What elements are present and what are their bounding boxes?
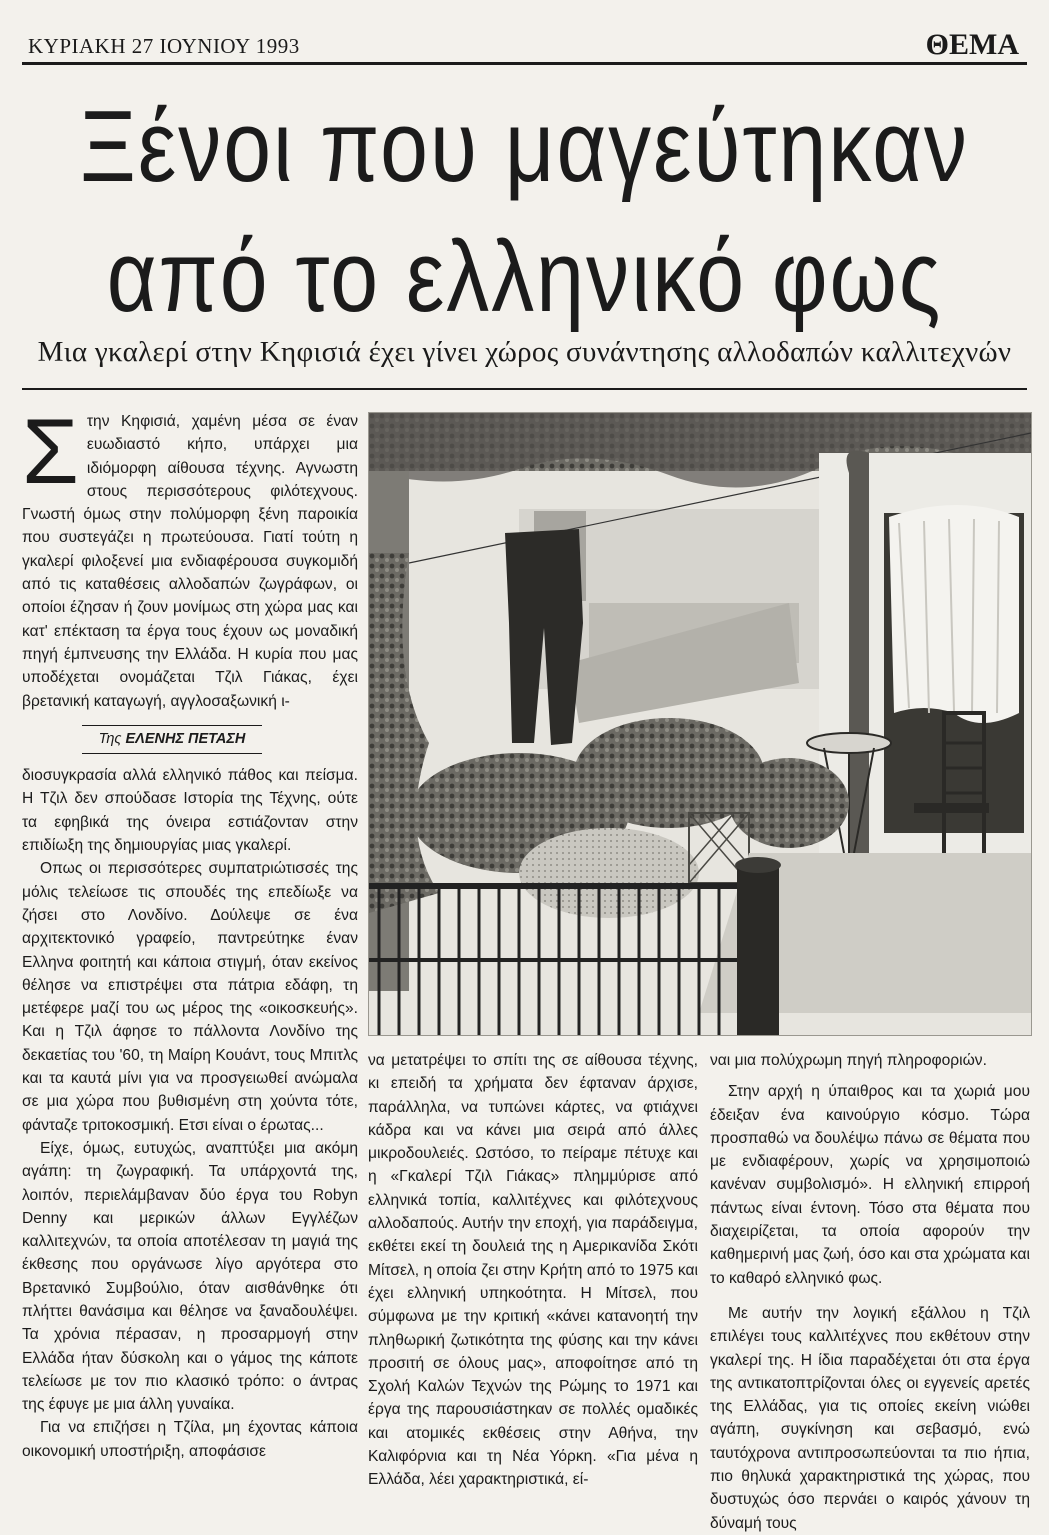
headline xyxy=(22,82,1027,342)
paragraph: διοσυγκρασία αλλά ελληνικό πάθος και πείσμα. Η Τζιλ δεν σπούδασε Ιστορία της Τέχνης, ούτε τα εφηβικά της όνειρα εστιάζονταν στην επιδίωξη της δημιουργίας μιας γκαλερί. xyxy=(22,767,358,855)
garden-photo xyxy=(368,412,1032,1036)
subheadline: Μια γκαλερί στην Κηφισιά έχει γίνει χώρος συνάντησης αλλοδαπών καλλιτεχνών xyxy=(37,336,1012,368)
byline-prefix: Της xyxy=(98,730,122,747)
paragraph: Είχε, όμως, ευτυχώς, αναπτύξει μια ακόμη αγάπη: τη ζωγραφική. Τα υπάρχοντά της, λοιπόν, περιελάμβαναν δύο έργα του Robyn Denny και μερικών άλλων Εγγλέζων καλλιτεχνών, τα οποία αποτέλεσαν τη μαγιά της έκθεσης που οργάνωσε λίγο αργότερα στο Βρετανικό Συμβούλιο, όταν αισθάνθηκε ότι πλήττει θανάσιμα και θέλησε να ξαναδουλέψει. Τα χρόνια πέρασαν, η προσαρμογή στην Ελλάδα ήταν δύσκολη και ο γάμος της κάποτε τελείωσε με τον πιο κλασικό τρόπο: ο άντρας της έφυγε με μια άλλη γυναίκα. xyxy=(22,1139,358,1414)
headline-line-2: από το ελληνικό φως xyxy=(106,220,943,334)
byline xyxy=(82,725,262,754)
article-column-2 xyxy=(368,1049,698,1492)
byline-author: ΕΛΕΝΗΣ ΠΕΤΑΣΗ xyxy=(125,730,246,747)
paragraph: ναι μια πολύχρωμη πηγή πληροφοριών. xyxy=(710,1052,987,1069)
paragraph: Για να επιζήσει η Τζίλα, μη έχοντας κάποια οικονομική υποστήριξη, αποφάσισε xyxy=(22,1419,358,1460)
drop-cap: Σ xyxy=(22,401,79,503)
paragraph: Οπως οι περισσότερες συμπατριώτισσές της μόλις τελείωσε τις σπουδές της επεδίωξε να ζήσει στο Λονδίνο. Δούλεψε σε ένα αρχιτεκτονικό γραφείο, παντρεύτηκε έναν Ελληνα φοιτητή και κάποια στιγμή, όταν εκείνος θέλησε να επιστρέψει στα πάτρια εδάφη, τη μετέφερε μαζί του ως μέρος της «οικοσκευής». Και η Τζιλ άφησε το πάλλοντα Λονδίνο της δεκαετίας του '60, τη Μαίρη Κουάντ, τους Μπιτλς και τα καυτά μίνι για να προσγειωθεί ανώμαλα σε μια χώρα που βυθισμένη στη χούντα τότε, φάνταζε τριτοκοσμική. Ετσι είναι ο έρωτας... xyxy=(22,860,358,1134)
paragraph: Με αυτήν την λογική εξάλλου η Τζιλ επιλέγει τους καλλιτέχνες που εκθέτουν στην γκαλερί της. Η ίδια παραδέχεται ότι στα έργα της αντικατοπτρίζονται όλες οι εγγενείς αρετές της Ελλάδας, για τις οποίες εκείνη νιώθει αγάπη, συγκίνηση και σεβασμό, ενώ ταυτόχρονα αντιπροσωπεύονται τα πιο ήπια, πιο θηλυκά χαρακτηριστικά της χώρας, που δυστυχώς όσο περνάει ο καιρός χάνουν τη δύναμή τους xyxy=(710,1304,1030,1532)
paragraph: να μετατρέψει το σπίτι της σε αίθουσα τέχνης, κι επειδή τα χρήματα δεν έφταναν άρχισε, παράλληλα, να τυπώνει κάρτες, να φτιάχνει κάδρα και να κάνει μια σειρά από άλλες μικροδουλειές. Ωστόσο, το πείραμε πέτυχε και η «Γκαλερί Τζιλ Γιάκας» πλημμύρισε από ελληνικά τοπία, καλλιτέχνες και φιλότεχνους αλλοδαπούς. Αυτήν την εποχή, για παράδειγμα, εκθέτει εκεί τη δουλειά της η Αμερικανίδα Σκότι Μίτσελ, η οποία ζει στην Κρήτη από το 1975 και έχει ελληνική υπηκοότητα. Η Μίτσελ, που σύμφωνα με την κριτική «κάνει κατανοητή την πληθωρική ζωτικότητα της φύσης και την κάνει προσιτή σε όλους μας», αποφοίτησε από τη Σχολή Καλών Τεχνών της Ρώμης το 1971 και έργα της παρουσιάστηκαν σε πολλές ομαδικές και ατομικές εκθέσεις στην Αθήνα, την Καλιφόρνια και τη Νέα Υόρκη. «Για μένα η Ελλάδα, λέει χαρακτηριστικά, εί- xyxy=(368,1052,698,1489)
section-label: ΘΕΜΑ xyxy=(925,28,1019,61)
paragraph: Στην αρχή η ύπαιθρος και τα χωριά μου έδειξαν ένα καινούργιο κόσμο. Τώρα προσπαθώ να δουλέψω πάνω σε θέματα που με ενδιαφέρουν, χωρίς να χρησιμοποιώ κανέναν συμβολισμό». Η ελληνική επιρροή πάντως είναι έντονη. Τόσο στα θέματα που διαχειρίζεται, τα οποία αφορούν την καθημερινή μας ζωή, όσο και στα χρώματα και το καθαρό ελληνικό φως. xyxy=(710,1083,1030,1287)
headline-line-1: Ξένοι που μαγεύτηκαν xyxy=(79,90,970,204)
paragraph-text: την Κηφισιά, χαμένη μέσα σε έναν ευωδιαστό κήπο, υπάρχει μια ιδιόμορφη αίθουσα τέχνης. Αγνωστη στους περισσότερους φιλότεχνους. Γνωστή όμως στην πολύμορφη ξένη παροικία που συστεγάζει η πρωτεύουσα. Γιατί τούτη η γκαλερί φιλοξενεί μια ενδιαφέρουσα συγκομιδή από τις καταθέσεις αλλοδαπών ζωγράφων, οι οποίοι έζησαν ή ζουν μονίμως στη χώρα μας και κατ' επέκταση τα έργα τους έχουν ως μοναδική πηγή έμπνευσης την Ελλάδα. Η κυρία που μας υποδέχεται ονομάζεται Τζιλ Γιάκας, έχει βρετανική καταγωγή, αγγλοσαξωνική ι- xyxy=(22,413,358,710)
paragraph xyxy=(22,401,358,713)
article-column-1 xyxy=(22,401,358,1463)
dateline: ΚΥΡΙΑΚΗ 27 ΙΟΥΝΙΟΥ 1993 xyxy=(28,34,300,58)
top-rule xyxy=(22,62,1027,65)
subheadline-rule xyxy=(22,388,1027,390)
article-column-3 xyxy=(710,1049,1030,1535)
